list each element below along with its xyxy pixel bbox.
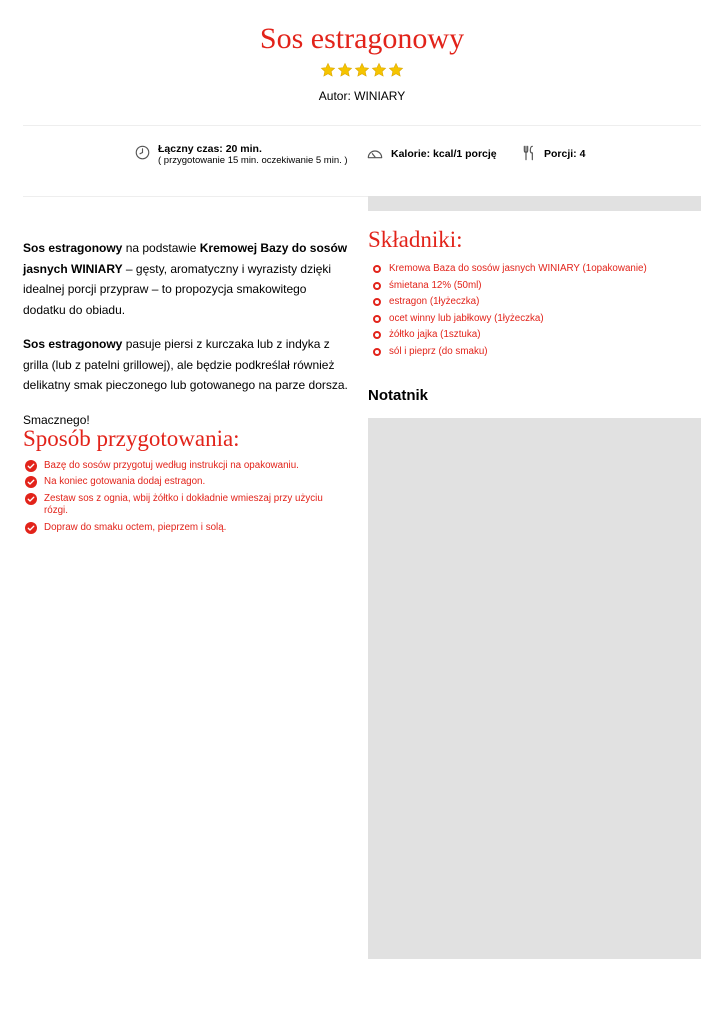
ingredient-item: żółtko jajka (1sztuka) — [373, 329, 698, 342]
total-time — [158, 143, 348, 166]
bullet-icon — [373, 298, 381, 306]
recipe-intro — [23, 238, 348, 444]
star-icon — [388, 62, 404, 78]
divider — [23, 196, 368, 197]
bullet-icon — [373, 315, 381, 323]
bullet-icon — [373, 331, 381, 339]
cutlery-icon — [522, 145, 536, 161]
step-item: Na koniec gotowania dodaj estragon. — [23, 476, 348, 489]
ingredient-item: Kremowa Baza do sosów jasnych WINIARY (1opakowanie) — [373, 263, 698, 276]
recipe-title: Sos estragonowy — [259, 22, 465, 55]
ingredient-item: sól i pieprz (do smaku) — [373, 346, 698, 359]
notes-area[interactable] — [368, 418, 701, 959]
check-circle-icon — [25, 493, 37, 505]
intro-paragraph: Sos estragonowy na podstawie Kremowej Bazy do sosów jasnych WINIARY – gęsty, aromatyczny i wyrazisty dzięki idealnej porcji przypraw – to propozycja smakowitego dodatku do obiadu. — [23, 241, 348, 317]
star-icon — [371, 62, 387, 78]
ingredient-item: estragon (1łyżeczka) — [373, 296, 698, 309]
ingredient-item: śmietana 12% (50ml) — [373, 280, 698, 293]
servings: Porcji: 4 — [544, 148, 586, 160]
ingredient-item: ocet winny lub jabłkowy (1łyżeczka) — [373, 313, 698, 326]
check-circle-icon — [25, 476, 37, 488]
ingredients-panel-header — [368, 196, 701, 211]
check-circle-icon — [25, 460, 37, 472]
gauge-icon — [367, 146, 383, 160]
ingredients-list — [373, 263, 698, 362]
check-circle-icon — [25, 522, 37, 534]
step-item: Dopraw do smaku octem, pieprzem i solą. — [23, 522, 348, 535]
calories: Kalorie: kcal/1 porcję — [391, 148, 497, 160]
notes-title: Notatnik — [368, 387, 428, 404]
preparation-steps — [23, 460, 348, 538]
ingredients-title: Składniki: — [368, 227, 463, 252]
bullet-icon — [373, 282, 381, 290]
step-item: Zestaw sos z ognia, wbij żółtko i dokładnie wmieszaj przy użyciu rózgi. — [23, 493, 348, 519]
bullet-icon — [373, 348, 381, 356]
star-icon — [354, 62, 370, 78]
total-time-detail: ( przygotowanie 15 min. oczekiwanie 5 min. ) — [158, 155, 348, 166]
clock-icon — [135, 145, 150, 160]
star-icon — [337, 62, 353, 78]
step-item: Bazę do sosów przygotuj według instrukcji na opakowaniu. — [23, 460, 348, 473]
intro-paragraph: Sos estragonowy pasuje piersi z kurczaka lub z indyka z grilla (lub z patelni grillowej), ale będzie podkreślał również delikatny smak pieczonego lub gotowanego na parze dorsza. — [23, 337, 348, 392]
star-icon — [320, 62, 336, 78]
preparation-title: Sposób przygotowania: — [23, 426, 240, 451]
total-time-label: Łączny czas: 20 min. — [158, 143, 262, 155]
intro-closing: Smacznego! — [23, 412, 90, 427]
recipe-author: Autor: WINIARY — [318, 89, 406, 103]
rating-stars — [0, 62, 724, 78]
divider — [23, 125, 701, 126]
bullet-icon — [373, 265, 381, 273]
